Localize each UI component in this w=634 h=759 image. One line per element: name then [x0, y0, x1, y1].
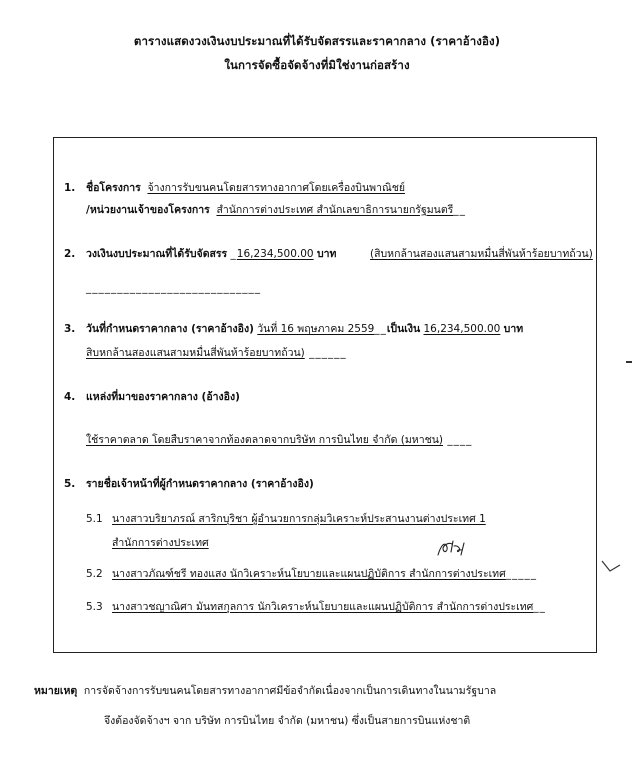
item-4-value: ใช้ราคาตลาด โดยสืบราคาจากท้องตลาดจากบริษัท การบินไทย จำกัด (มหาชน) ____: [86, 434, 473, 446]
budget-amount: 16,234,500.00: [236, 248, 314, 260]
item-3-words: สิบหกล้านสองแสนสามหมื่นสี่พันห้าร้อยบาทถ้วน) ______: [86, 347, 347, 359]
agency-value: สำนักการต่างประเทศ สำนักเลขาธิการนายกรัฐมนตรี: [216, 204, 454, 216]
project-value: จ้างการรับขนคนโดยสารทางอากาศโดยเครื่องบินพาณิชย์: [147, 182, 405, 194]
margin-mark: [626, 361, 632, 363]
item-4-source: [64, 390, 240, 404]
officer-5-1-cont: สำนักการต่างประเทศ: [112, 537, 209, 549]
note-line-2: [104, 712, 470, 729]
officers-label: รายชื่อเจ้าหน้าที่ผู้กำหนดราคากลาง (ราคาอ้างอิง): [86, 478, 314, 490]
budget-unit: บาท: [316, 248, 337, 260]
item-2-budget: 2. วงเงินงบประมาณที่ได้รับจัดสรร _16,234,500.00 บาท: [64, 248, 337, 260]
amount-label: เป็นเงิน: [386, 323, 421, 335]
check-mark: [600, 555, 622, 577]
note-text-2: จึงต้องจัดจ้างฯ จาก บริษัท การบินไทย จำกัด (มหาชน) ซึ่งเป็นสายการบินแห่งชาติ: [104, 715, 471, 727]
item-number: 1.: [64, 182, 76, 194]
source-label: แหล่งที่มาของราคากลาง (อ้างอิง): [86, 391, 240, 403]
budget-words: (สิบหกล้านสองแสนสามหมื่นสี่พันห้าร้อยบาทถ้วน): [370, 248, 593, 260]
item-number: 3.: [64, 323, 76, 335]
date-value: วันที่ 16 พฤษภาคม 2559: [257, 323, 375, 335]
item-3-date: 3. วันที่กำหนดราคากลาง (ราคาอ้างอิง) วันที่ 16 พฤษภาคม 2559__เป็นเงิน 16,234,500.00 บาท: [64, 323, 524, 335]
officer-5-2: 5.2 นางสาวภัณฑ์ชรี ทองแสง นักวิเคราะห์นโยบายและแผนปฏิบัติการ สำนักการต่างประเทศ_____: [86, 568, 538, 580]
signature-mark: [435, 537, 467, 559]
budget-words-continuation: ____________________________: [86, 282, 261, 294]
officer-name: นางสาวชญาณิศา มันทสกุลการ นักวิเคราะห์นโยบายและแผนปฏิบัติการ สำนักการต่างประเทศ: [112, 601, 534, 613]
officer-5-3: 5.3 นางสาวชญาณิศา มันทสกุลการ นักวิเคราะห์นโยบายและแผนปฏิบัติการ สำนักการต่างประเทศ__: [86, 601, 546, 613]
note-text-1: การจัดจ้างการรับขนคนโดยสารทางอากาศมีข้อจำกัดเนื่องจากเป็นการเดินทางในนามรัฐบาล: [83, 685, 497, 697]
officer-name: นางสาวภัณฑ์ชรี ทองแสง นักวิเคราะห์นโยบายและแผนปฏิบัติการ สำนักการต่างประเทศ: [112, 568, 506, 580]
budget-label: วงเงินงบประมาณที่ได้รับจัดสรร: [86, 248, 228, 260]
amount-unit: บาท: [503, 323, 524, 335]
officer-name: นางสาวบริยาภรณ์ สาริกบุริชา ผู้อำนวยการกลุ่มวิเคราะห์ประสานงานต่างประเทศ 1: [112, 513, 486, 525]
document-subtitle: ในการจัดซื้อจัดจ้างที่มิใช่งานก่อสร้าง: [224, 58, 410, 72]
item-number: 4.: [64, 391, 76, 403]
item-1-agency: /หน่วยงานเจ้าของโครงการ สำนักการต่างประเทศ สำนักเลขาธิการนายกรัฐมนตรี__: [86, 204, 466, 216]
agency-label: /หน่วยงานเจ้าของโครงการ: [86, 204, 210, 216]
date-label: วันที่กำหนดราคากลาง (ราคาอ้างอิง): [86, 323, 254, 335]
project-label: ชื่อโครงการ: [86, 182, 141, 194]
item-5-officers: [64, 477, 314, 491]
item-number: 2.: [64, 248, 76, 260]
officer-5-1: 5.1 นางสาวบริยาภรณ์ สาริกบุริชา ผู้อำนวยการกลุ่มวิเคราะห์ประสานงานต่างประเทศ 1: [86, 513, 486, 525]
item-number: 5.: [64, 478, 76, 490]
item-1-project: [64, 181, 405, 195]
amount-value: 16,234,500.00: [423, 323, 501, 335]
note-line-1: [34, 682, 496, 699]
note-title: หมายเหตุ: [34, 685, 78, 697]
document-title: ตารางแสดงวงเงินงบประมาณที่ได้รับจัดสรรและราคากลาง (ราคาอ้างอิง): [133, 34, 501, 48]
